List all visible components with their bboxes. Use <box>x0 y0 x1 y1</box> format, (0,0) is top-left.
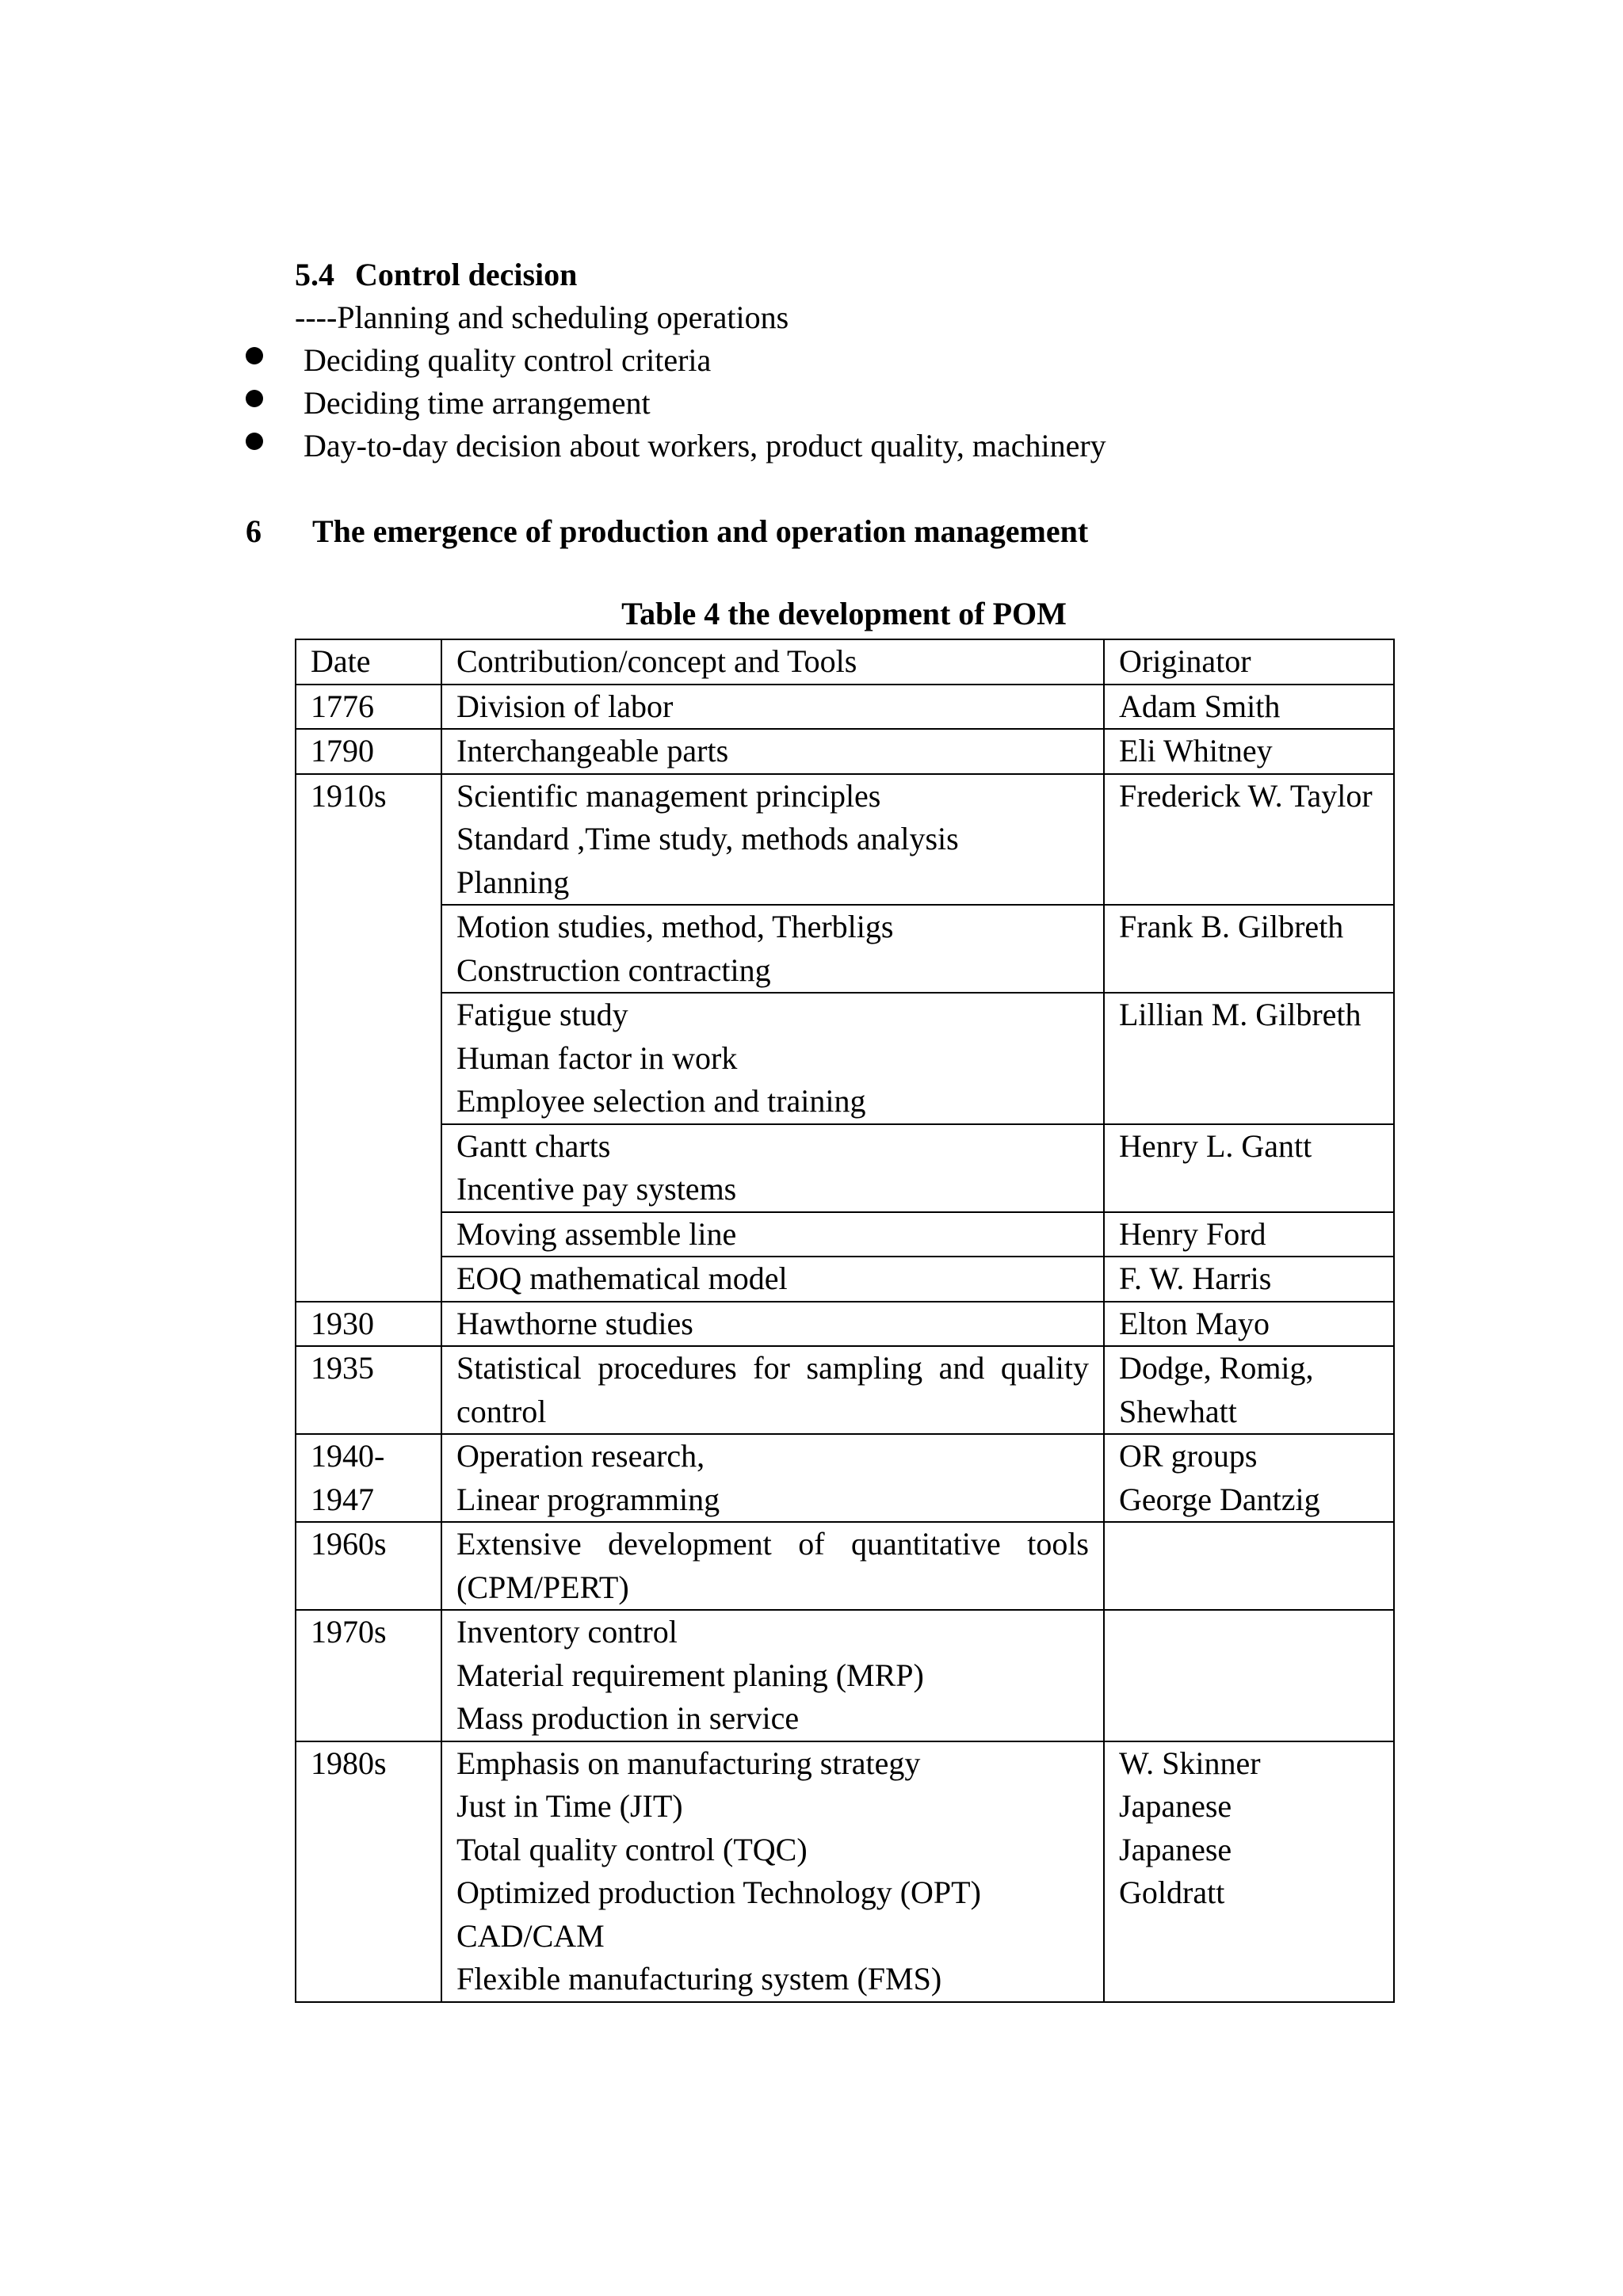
contribution-line: Material requirement planing (MRP) <box>456 1657 924 1693</box>
originator-cell <box>1104 729 1394 774</box>
table-row <box>296 1346 1394 1434</box>
originator-cell <box>1104 774 1394 906</box>
date-cell: 1980s <box>296 1741 441 2002</box>
contribution-line: Linear programming <box>456 1481 720 1517</box>
originator-line: George Dantzig <box>1119 1481 1320 1517</box>
contribution-line: Interchangeable parts <box>456 733 729 769</box>
originator-cell <box>1104 1257 1394 1302</box>
originator-cell <box>1104 1610 1394 1741</box>
contribution-cell <box>441 1610 1104 1741</box>
contribution-line: EOQ mathematical model <box>456 1261 788 1296</box>
originator-line: W. Skinner <box>1119 1745 1261 1781</box>
contribution-line: Total quality control (TQC) <box>456 1831 808 1867</box>
date-cell: 1910s <box>296 774 441 1302</box>
originator-cell <box>1104 685 1394 730</box>
date-cell: 1960s <box>296 1522 441 1610</box>
contribution-cell <box>441 729 1104 774</box>
contribution-line: Hawthorne studies <box>456 1305 693 1341</box>
contribution-line: Human factor in work <box>456 1039 738 1076</box>
contribution-cell <box>441 774 1104 906</box>
originator-line: Elton Mayo <box>1119 1305 1270 1341</box>
originator-line: Henry L. Gantt <box>1119 1127 1312 1164</box>
header-cell-originator: Originator <box>1104 639 1394 685</box>
pom-development-table <box>295 639 1395 2003</box>
contribution-cell <box>441 1522 1104 1610</box>
header-cell-contribution: Contribution/concept and Tools <box>441 639 1104 685</box>
bullet-item: Deciding quality control criteria <box>304 342 712 378</box>
table-row <box>296 1741 1394 2002</box>
originator-line: Shewhatt <box>1119 1393 1237 1429</box>
contribution-cell <box>441 685 1104 730</box>
contribution-cell <box>441 1124 1104 1212</box>
originator-cell <box>1104 1434 1394 1522</box>
date-cell: 1790 <box>296 729 441 774</box>
date-cell: 1776 <box>296 685 441 730</box>
section-6-title: The emergence of production and operation management <box>312 513 1089 549</box>
table-row <box>296 993 1394 1124</box>
section-5-4-heading <box>295 254 577 296</box>
contribution-cell <box>441 905 1104 993</box>
originator-line: Japanese <box>1119 1788 1232 1824</box>
bullet-dot-icon <box>246 433 263 450</box>
bullet-dot-icon <box>246 390 263 407</box>
originator-line: Frank B. Gilbreth <box>1119 909 1344 944</box>
contribution-line: Extensive development of quantitative tools (CPM/PERT) <box>456 1526 1089 1605</box>
bullet-dot-icon <box>246 347 263 364</box>
contribution-cell <box>441 993 1104 1124</box>
contribution-line: Scientific management principles <box>456 777 881 814</box>
table-row <box>296 1212 1394 1257</box>
table-row <box>296 1522 1394 1610</box>
table-row <box>296 1124 1394 1212</box>
section-5-4-number: 5.4 <box>295 257 334 292</box>
table-header-row <box>296 639 1394 685</box>
originator-cell <box>1104 1346 1394 1434</box>
originator-cell <box>1104 1741 1394 2002</box>
header-cell-date: Date <box>296 639 441 685</box>
contribution-cell <box>441 1212 1104 1257</box>
date-line: 1947 <box>311 1481 374 1517</box>
table-row <box>296 1302 1394 1347</box>
table-row <box>296 685 1394 730</box>
contribution-cell <box>441 1434 1104 1522</box>
originator-line: Adam Smith <box>1119 688 1281 724</box>
originator-line: Lillian M. Gilbreth <box>1119 997 1361 1032</box>
table-row <box>296 905 1394 993</box>
originator-cell <box>1104 1522 1394 1610</box>
originator-line: Henry Ford <box>1119 1215 1266 1252</box>
contribution-line: Fatigue study <box>456 997 628 1032</box>
section-5-4-subtitle: ----Planning and scheduling operations <box>295 299 789 335</box>
originator-line: Dodge, Romig, <box>1119 1350 1314 1386</box>
contribution-line: Division of labor <box>456 688 674 724</box>
contribution-line: Standard ,Time study, methods analysis <box>456 821 959 856</box>
contribution-cell <box>441 1346 1104 1434</box>
originator-cell <box>1104 1212 1394 1257</box>
originator-line: Goldratt <box>1119 1875 1225 1910</box>
contribution-line: Mass production in service <box>456 1700 800 1736</box>
date-cell: 1930 <box>296 1302 441 1347</box>
date-cell <box>296 1434 441 1522</box>
originator-cell <box>1104 905 1394 993</box>
contribution-cell <box>441 1741 1104 2002</box>
originator-cell <box>1104 1124 1394 1212</box>
contribution-line: Gantt charts <box>456 1127 611 1164</box>
originator-cell <box>1104 993 1394 1124</box>
contribution-line: Moving assemble line <box>456 1215 737 1252</box>
bullet-item: Day-to-day decision about workers, product quality, machinery <box>304 428 1106 463</box>
table-row <box>296 774 1394 906</box>
originator-line: Japanese <box>1119 1831 1232 1867</box>
bullet-item: Deciding time arrangement <box>304 385 651 421</box>
contribution-line: Just in Time (JIT) <box>456 1788 683 1824</box>
contribution-line: Inventory control <box>456 1614 678 1650</box>
contribution-line: Optimized production Technology (OPT) <box>456 1875 981 1910</box>
contribution-line: Flexible manufacturing system (FMS) <box>456 1961 942 1997</box>
originator-line: OR groups <box>1119 1438 1258 1474</box>
originator-cell <box>1104 1302 1394 1347</box>
contribution-line: Operation research, <box>456 1438 705 1474</box>
originator-line: Frederick W. Taylor <box>1119 777 1373 814</box>
table-row <box>296 1434 1394 1522</box>
contribution-line: CAD/CAM <box>456 1917 605 1954</box>
contribution-line: Construction contracting <box>456 952 771 988</box>
section-6-number: 6 <box>246 513 262 549</box>
contribution-line: Statistical procedures for sampling and quality control <box>456 1350 1089 1429</box>
contribution-line: Emphasis on manufacturing strategy <box>456 1745 921 1781</box>
contribution-line: Incentive pay systems <box>456 1171 737 1207</box>
table-row <box>296 729 1394 774</box>
section-5-4-title: Control decision <box>355 257 578 292</box>
contribution-line: Employee selection and training <box>456 1083 866 1119</box>
table-row <box>296 1257 1394 1302</box>
date-line: 1940- <box>311 1438 385 1474</box>
table-caption: Table 4 the development of POM <box>621 596 1067 631</box>
originator-line: Eli Whitney <box>1119 733 1273 769</box>
contribution-line: Planning <box>456 864 570 900</box>
table-row <box>296 1610 1394 1741</box>
contribution-cell <box>441 1257 1104 1302</box>
date-cell: 1935 <box>296 1346 441 1434</box>
contribution-cell <box>441 1302 1104 1347</box>
originator-line: F. W. Harris <box>1119 1261 1272 1296</box>
contribution-line: Motion studies, method, Therbligs <box>456 909 894 944</box>
date-cell: 1970s <box>296 1610 441 1741</box>
